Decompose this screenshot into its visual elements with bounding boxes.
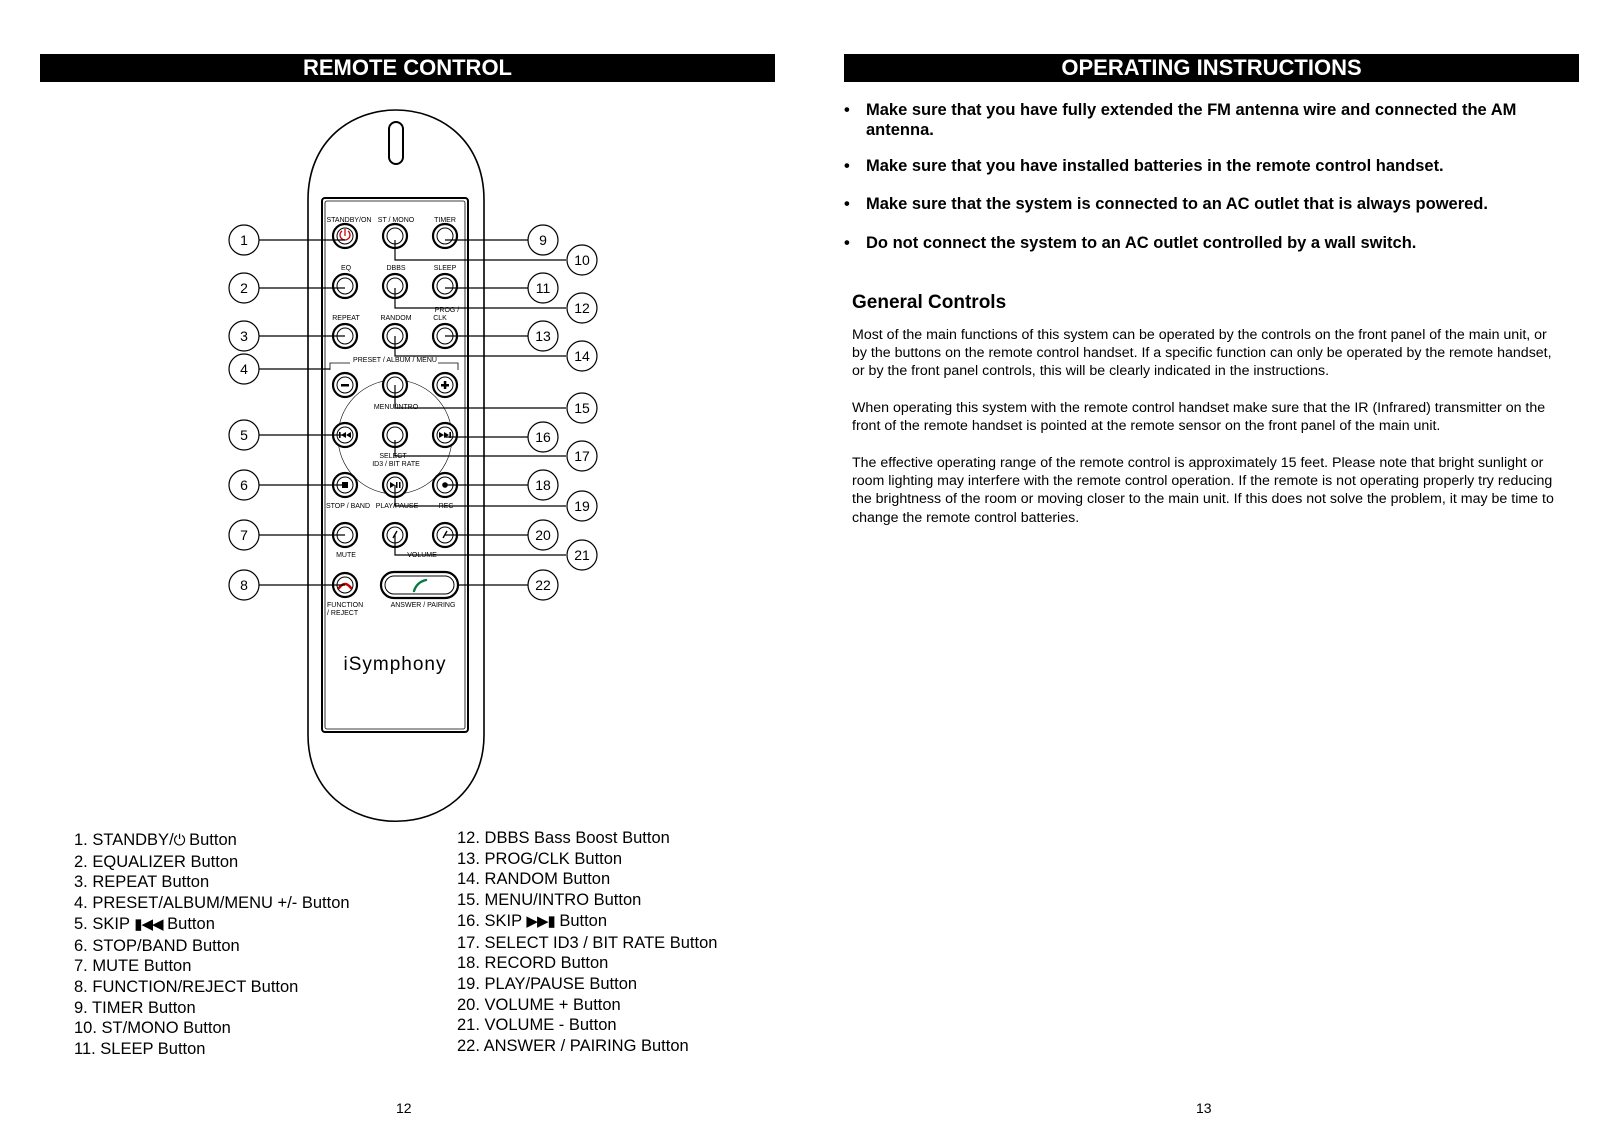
callout-1: 1 <box>240 232 248 248</box>
legend-item: 12. DBBS Bass Boost Button <box>457 829 670 847</box>
callout-4: 4 <box>240 361 248 377</box>
bullet-item: • Do not connect the system to an AC outlet controlled by a wall switch. <box>844 234 1417 252</box>
label-prog: PROG / <box>434 307 460 314</box>
legend-symbol-icon: ▶▶▮ <box>526 912 555 930</box>
legend-item: 13. PROG/CLK Button <box>457 849 623 868</box>
label-mute: MUTE <box>336 552 356 559</box>
label-rec: REC <box>438 503 454 510</box>
button-legend-left <box>74 830 350 1060</box>
remote-control-diagram <box>0 0 800 830</box>
label-standby-on: STANDBY/ON <box>326 217 372 224</box>
remote-control-header: REMOTE CONTROL <box>40 54 775 82</box>
label-dbbs: DBBS <box>386 265 406 272</box>
label-reject: / REJECT <box>327 610 359 617</box>
callout-21: 21 <box>574 547 590 563</box>
callout-13: 13 <box>535 328 551 344</box>
paragraph-2: When operating this system with the remote control handset make sure that the IR (Infrared) transmitter on the front of the remote handset is pointed at the remote sensor on the front panel of the main unit. <box>852 400 1546 435</box>
legend-item: 7. MUTE Button <box>74 957 192 976</box>
page-number-right: 13 <box>1196 1100 1212 1116</box>
callout-5: 5 <box>240 427 248 443</box>
ir-window-icon <box>389 122 403 164</box>
legend-item: 14. RANDOM Button <box>457 870 611 889</box>
legend-symbol-icon: ⏻ <box>173 832 185 849</box>
legend-item: 22. ANSWER / PAIRING Button <box>457 1037 689 1056</box>
answer-pairing-button[interactable] <box>381 572 458 598</box>
label-timer: TIMER <box>434 217 456 224</box>
bullet-item: • Make sure that you have installed batteries in the remote control handset. <box>844 157 1444 175</box>
label-play-pause: PLAY/PAUSE <box>375 503 419 510</box>
timer-button[interactable] <box>433 224 457 248</box>
legend-item: 16. SKIP ▶▶▮ Button <box>457 911 608 930</box>
callout-6: 6 <box>240 477 248 493</box>
label-repeat: REPEAT <box>332 315 360 322</box>
section-title: General Controls <box>852 292 1007 313</box>
label-clk: CLK <box>433 315 447 322</box>
label-eq: EQ <box>340 265 352 272</box>
callout-17: 17 <box>574 448 590 464</box>
legend-item: 17. SELECT ID3 / BIT RATE Button <box>457 933 718 952</box>
callout-2: 2 <box>240 280 248 296</box>
label-preset-album-menu: PRESET / ALBUM / MENU <box>353 357 437 364</box>
legend-item: 3. REPEAT Button <box>74 873 210 892</box>
label-random: RANDOM <box>380 315 412 322</box>
minus-icon <box>341 384 349 387</box>
sleep-button[interactable] <box>433 274 457 298</box>
callout-19: 19 <box>574 498 590 514</box>
page-number-left: 12 <box>396 1100 412 1116</box>
callout-15: 15 <box>574 400 590 416</box>
eq-button[interactable] <box>333 274 357 298</box>
callout-20: 20 <box>535 527 551 543</box>
callout-12: 12 <box>574 300 590 316</box>
legend-item: 15. MENU/INTRO Button <box>457 891 642 910</box>
brand-logo: iSymphony <box>343 654 447 675</box>
label-id3-bit-rate: ID3 / BIT RATE <box>372 461 420 468</box>
legend-symbol-icon: ▮◀◀ <box>134 915 163 933</box>
legend-item: 19. PLAY/PAUSE Button <box>457 974 638 993</box>
label-answer-pairing: ANSWER / PAIRING <box>390 602 456 609</box>
label-st-mono: ST / MONO <box>377 217 415 224</box>
bullet-item: • Make sure that the system is connected to an AC outlet that is always powered. <box>844 195 1488 213</box>
legend-item: 5. SKIP ▮◀◀ Button <box>74 914 215 933</box>
paragraph-3: The effective operating range of the remote control is approximately 15 feet. Please note that bright sunlight or room lighting may interfere with the remote control operation. If the remote is not operating properly try reducing the brightness of the room or moving closer to the main unit. If this does not solve the problem, it may be time to change the remote control batteries. <box>852 455 1554 526</box>
legend-item: 4. PRESET/ALBUM/MENU +/- Button <box>74 894 350 913</box>
paragraph-1: Most of the main functions of this system can be operated by the controls on the front panel of the main unit, or by the buttons on the remote control handset. If a specific function can only be operated by the remote handset, or by the front panel controls, this will be clearly indicated in the instructions. <box>852 327 1552 380</box>
callout-22: 22 <box>535 577 551 593</box>
legend-item: 10. ST/MONO Button <box>74 1019 231 1038</box>
callout-8: 8 <box>240 577 248 593</box>
legend-item: 2. EQUALIZER Button <box>74 852 239 871</box>
label-stop-band: STOP / BAND <box>325 503 371 510</box>
legend-item: 18. RECORD Button <box>457 954 609 973</box>
callout-14: 14 <box>574 348 590 364</box>
label-sleep: SLEEP <box>433 265 457 272</box>
label-volume: VOLUME <box>407 552 437 559</box>
legend-item: 8. FUNCTION/REJECT Button <box>74 977 299 996</box>
legend-item: 20. VOLUME + Button <box>457 995 621 1014</box>
callout-3: 3 <box>240 328 248 344</box>
label-menu-intro: MENU/INTRO <box>373 404 419 411</box>
callout-16: 16 <box>535 429 551 445</box>
instruction-bullets <box>842 100 1562 253</box>
callout-11: 11 <box>535 280 551 296</box>
legend-item: 9. TIMER Button <box>74 998 196 1017</box>
callout-10: 10 <box>574 252 590 268</box>
bullet-item: • Make sure that you have fully extended the FM antenna wire and connected the AM antenna. <box>844 101 1517 139</box>
operating-instructions-header: OPERATING INSTRUCTIONS <box>844 54 1579 82</box>
legend-item: 6. STOP/BAND Button <box>74 936 240 955</box>
callout-18: 18 <box>535 477 551 493</box>
callout-9: 9 <box>539 232 547 248</box>
label-select: SELECT <box>379 453 407 460</box>
button-legend-right <box>457 828 717 1057</box>
legend-item: 11. SLEEP Button <box>74 1040 206 1059</box>
legend-item: 21. VOLUME - Button <box>457 1016 617 1035</box>
legend-item: 1. STANDBY/⏻ Button <box>74 831 237 849</box>
label-function: FUNCTION <box>327 602 364 609</box>
callout-7: 7 <box>240 527 248 543</box>
